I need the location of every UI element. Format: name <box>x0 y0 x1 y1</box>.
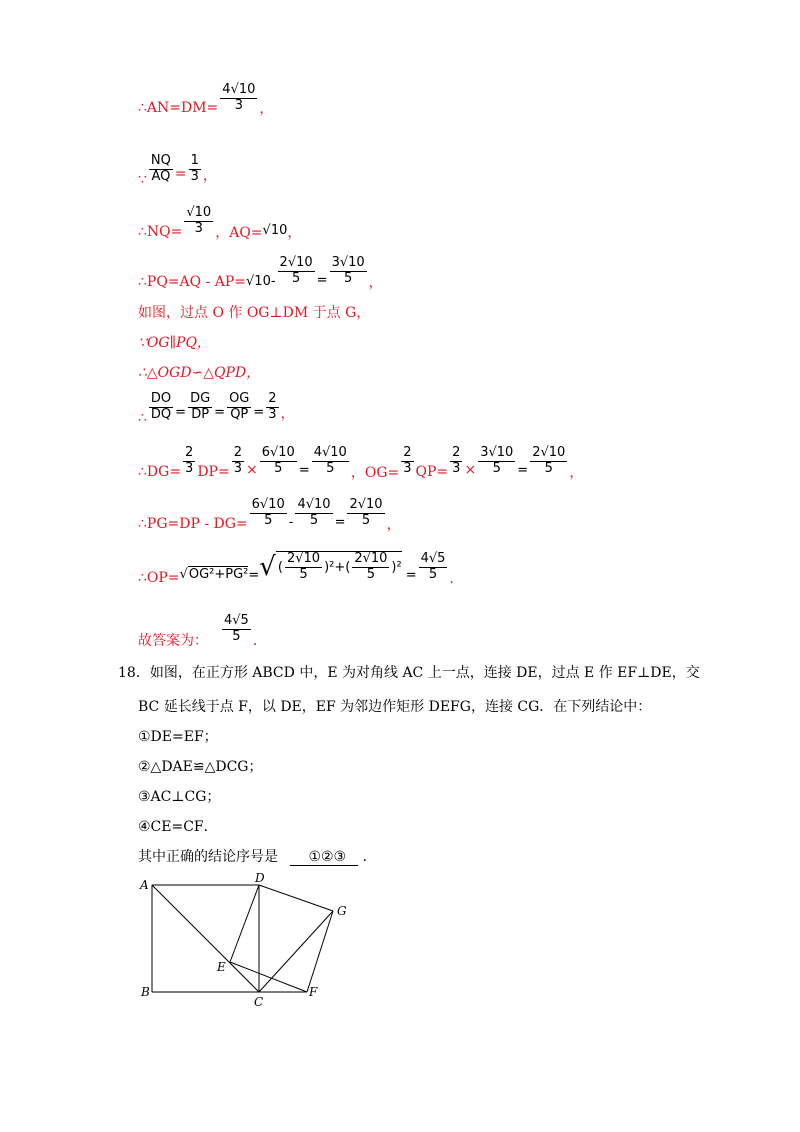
fraction: $\frac{3√10}{5}$ <box>331 254 365 286</box>
fraction: $\frac{4√10}{5}$ <box>313 444 347 476</box>
fraction: $\frac{4√10}{5}$ <box>297 496 331 528</box>
solution-line-pq: ∴PQ=AQ - AP= √10 - $\frac{2√10}{5}$ = $\frac{3√10}{5}$ ， <box>138 254 383 291</box>
segment-ac <box>152 885 259 992</box>
segment-dg <box>259 885 333 911</box>
fraction: $\frac{2√10}{5}$ <box>279 254 313 286</box>
fraction: $\frac{OG}{QP}$ <box>229 390 250 422</box>
fraction: $\frac{2√10}{5}$ <box>349 496 383 528</box>
fraction: $\frac{6√10}{5}$ <box>261 444 295 476</box>
sqrt-radicand: ( $\frac{2√10}{5}$ )²+( $\frac{2√10}{5}$ )² <box>277 551 402 582</box>
fraction: $\frac{DG}{DP}$ <box>190 390 211 422</box>
solution-line-ratio-nq-aq: ∵ $\frac{NQ}{AQ}$ = $\frac{1}{3}$ ， <box>138 152 217 188</box>
answer-blank: ①②③ <box>290 849 358 866</box>
fraction: $\frac{√10}{3}$ <box>186 204 212 236</box>
segment-cg <box>259 911 333 992</box>
segment-de <box>230 885 259 962</box>
fraction: $\frac{1}{3}$ <box>190 152 199 184</box>
fraction: $\frac{2}{3}$ <box>233 444 242 476</box>
solution-line-dg-og: ∴DG= $\frac{2}{3}$ DP= $\frac{2}{3}$ × $\frac{6√10}{5}$ = $\frac{4√10}{5}$ ，OG= $\frac{2}{3}$ QP= $\frac{2}{3}$ × $\frac{3√10}{5}$ = $\frac{2√10}{5}$ ， <box>138 444 584 481</box>
solution-line-parallel: ∵OG∥PQ， <box>138 335 211 351</box>
point-label-a: A <box>140 878 149 892</box>
fraction: $\frac{DO}{DQ}$ <box>150 390 172 422</box>
conclusion-item-3: ③AC⊥CG； <box>138 789 221 805</box>
fraction: $\frac{4√5}{5}$ <box>420 550 446 582</box>
fraction: $\frac{6√10}{5}$ <box>251 496 285 528</box>
conclusion-item-2: ②△DAE≌△DCG； <box>138 759 263 775</box>
fraction: $\frac{2√10}{5}$ <box>532 444 566 476</box>
segment-ef <box>230 962 307 992</box>
point-label-f: F <box>309 985 318 999</box>
solution-line-nq-aq: ∴NQ= $\frac{√10}{3}$ ，AQ= √10 ， <box>138 204 302 241</box>
segment-fg <box>307 911 333 992</box>
question-prompt: 其中正确的结论序号是 ①②③ ． <box>138 849 377 865</box>
fraction: $\frac{4√5}{5}$ <box>224 612 249 644</box>
fraction: $\frac{NQ}{AQ}$ <box>150 152 171 184</box>
fraction: $\frac{2√10}{5}$ <box>286 551 321 582</box>
conclusion-item-1: ①DE=EF； <box>138 729 218 745</box>
conclusion-item-4: ④CE=CF． <box>138 819 218 835</box>
question-18-line-1: 18．如图，在正方形 ABCD 中，E 为对角线 AC 上一点，连接 DE，过点 E 作 EF⊥DE，交 <box>118 665 700 681</box>
solution-line-draw-og: 如图，过点 O 作 OG⊥DM 于点 G， <box>138 305 371 321</box>
solution-line-pg: ∴PG=DP - DG= $\frac{6√10}{5}$ - $\frac{4√10}{5}$ = $\frac{2√10}{5}$ ， <box>138 496 401 533</box>
point-label-d: D <box>255 871 265 885</box>
solution-line-ratios: ∴ $\frac{DO}{DQ}$ = $\frac{DG}{DP}$ = $\frac{OG}{QP}$ = $\frac{2}{3}$ ， <box>138 390 295 426</box>
solution-line-op: ∴OP= √OG²+PG² = √ ( $\frac{2√10}{5}$ )²+( $\frac{2√10}{5}$ )² = $\frac{4√5}{5}$ ． <box>138 550 464 587</box>
solution-line-answer: 故答案为： $\frac{4√5}{5}$ ． <box>138 612 267 649</box>
fraction: $\frac{2}{3}$ <box>452 444 461 476</box>
question-18-line-2: BC 延长线于点 F，以 DE，EF 为邻边作矩形 DEFG，连接 CG．在下列结论中： <box>138 699 652 715</box>
solution-line-similar: ∴△OGD∽△QPD， <box>138 365 261 381</box>
fraction: $\frac{4√10}{3}$ <box>222 81 256 113</box>
fraction: $\frac{2}{3}$ <box>268 390 277 422</box>
geometry-figure <box>135 870 375 1010</box>
fraction: $\frac{2}{3}$ <box>185 444 194 476</box>
fraction: $\frac{2√10}{5}$ <box>354 551 388 582</box>
fraction: $\frac{2}{3}$ <box>403 444 412 476</box>
solution-line-an-dm: ∴AN=DM= $\frac{4√10}{3}$ ， <box>138 81 274 117</box>
point-label-e: E <box>217 960 226 974</box>
fraction: $\frac{3√10}{5}$ <box>480 444 514 476</box>
point-label-c: C <box>254 995 264 1009</box>
point-label-b: B <box>141 985 150 999</box>
point-label-g: G <box>337 904 347 918</box>
